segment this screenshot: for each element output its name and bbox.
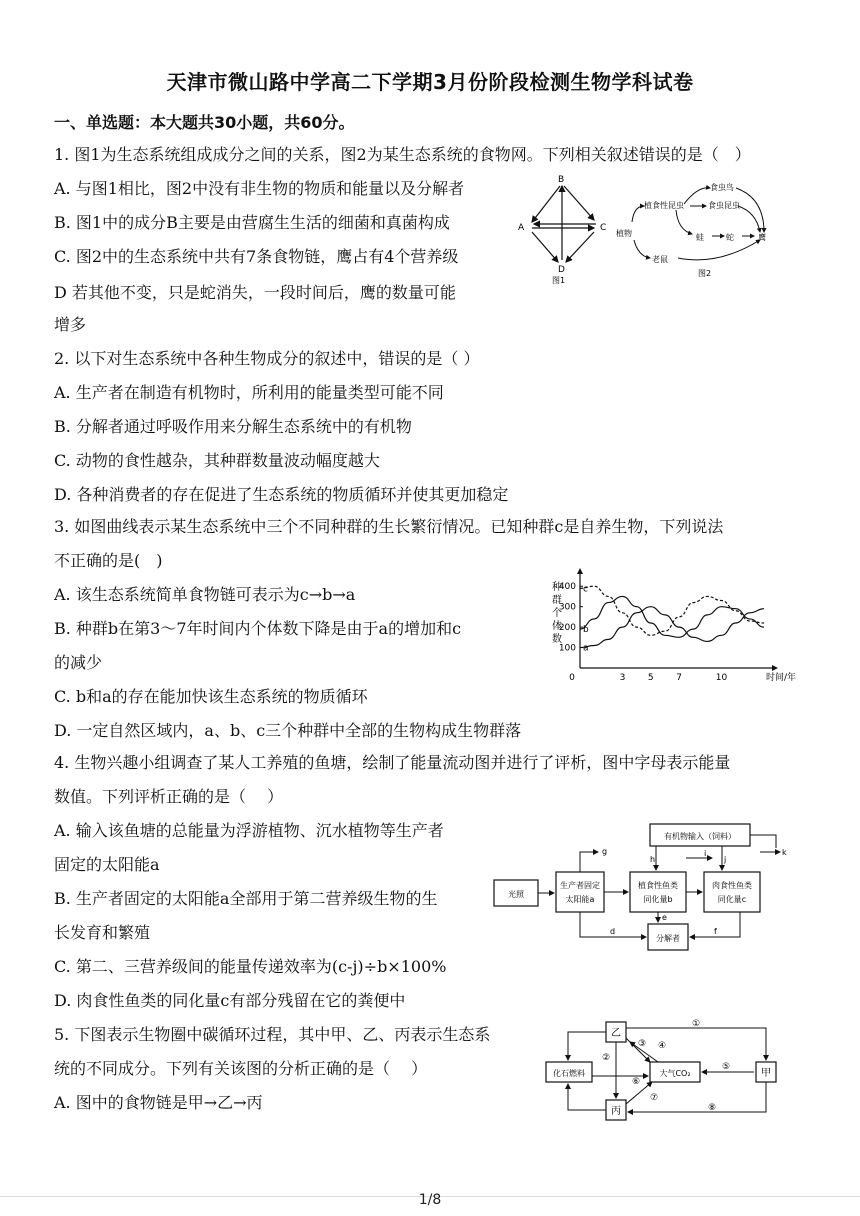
q3-option-a: A. 该生态系统简单食物链可表示为c→b→a [54,585,356,604]
y-tick-label: 300 [558,602,576,613]
series-line-c [580,586,764,635]
q3-option-b: B. 种群b在第3～7年时间内个体数下降是由于a的增加和c [54,619,462,638]
q5-num-4: ④ [658,1041,667,1051]
q4-stem: 4. 生物兴趣小组调查了某人工养殖的鱼塘，绘制了能量流动图并进行了评析，图中字母表示能量 [54,753,731,772]
q4-box-carnivore [704,872,760,912]
page-title: 天津市微山路中学高二下学期3月份阶段检测生物学科试卷 [166,70,694,94]
q5-label-fossil: 化石燃料 [553,1069,585,1078]
q4-label-input: 有机物输入（饲料） [664,832,736,841]
series-label-b: b [583,625,589,636]
section-heading: 一、单选题：本大题共30小题，共60分。 [54,113,355,132]
series-label-c: c [583,584,588,595]
x-tick-label: 5 [647,673,654,683]
q4-label-carn-2: 同化量c [717,895,747,904]
fig2-snake: 蛇 [726,233,734,242]
q4-letter-d: d [610,927,616,936]
q5-label-yi: 乙 [611,1028,621,1039]
y-axis-label-char: 数 [552,634,562,645]
y-axis-label-char: 群 [552,595,562,606]
y-tick-label: 200 [558,623,576,634]
q5-stem: 5. 下图表示生物圈中碳循环过程，其中甲、乙、丙表示生态系 [54,1025,491,1044]
q3-stem-cont: 不正确的是( ) [54,551,163,570]
q5-option-a: A. 图中的食物链是甲→乙→丙 [54,1093,263,1112]
x-axis-label: 时间/年 [766,673,797,683]
fig2-plant: 植物 [616,229,632,238]
fig2-carn-insect: 食虫昆虫 [708,201,740,210]
q1-option-c: C. 图2中的生态系统中共有7条食物链，鹰占有4个营养级 [54,247,459,266]
q4-box-producer [556,872,604,912]
q2-option-d: D. 各种消费者的存在促进了生态系统的物质循环并使其更加稳定 [54,485,509,504]
series-line-a [580,607,764,648]
q1-stem: 1. 图1为生态系统组成成分之间的关系，图2为某生态系统的食物网。下列相关叙述错误的是（ ） [54,145,751,164]
q2-option-c: C. 动物的食性越杂，其种群数量波动幅度越大 [54,451,380,470]
q5-num-1: ① [692,1019,701,1029]
q4-letter-e: e [662,913,667,922]
q1-option-b: B. 图1中的成分B主要是由营腐生生活的细菌和真菌构成 [54,213,450,232]
q3-option-d: D. 一定自然区域内，a、b、c三个种群中全部的生物构成生物群落 [54,721,522,740]
q4-label-decomposer: 分解者 [656,934,680,943]
fig2-mouse: 老鼠 [652,255,668,264]
x-axis-arrow [772,665,778,671]
q5-num-3: ③ [638,1039,647,1049]
q4-stem-cont: 数值。下列评析正确的是（ ） [54,787,284,806]
fig2-herb-insect: 植食性昆虫 [644,201,684,210]
fig1-label-b: B [558,175,565,185]
q5-num-7: ⑦ [650,1093,659,1103]
q1-figure-2 [614,178,784,278]
q1-option-d-cont: 增多 [54,315,87,334]
fig2-caption: 图2 [698,269,712,278]
q5-num-5: ⑤ [722,1062,731,1072]
y-tick-label: 400 [558,582,576,593]
q4-letter-f: f [714,927,717,936]
page-number: 1/8 [418,1192,442,1208]
q2-option-b: B. 分解者通过呼吸作用来分解生态系统中的有机物 [54,417,412,436]
q5-num-6: ⑥ [632,1077,641,1087]
q4-letter-j: j [724,855,727,864]
q3-population-chart [544,568,797,684]
q5-label-jia: 甲 [761,1068,771,1079]
q3-option-b-cont: 的减少 [54,653,103,672]
q4-letter-h: h [650,855,656,864]
q2-stem: 2. 以下对生态系统中各种生物成分的叙述中，错误的是（ ） [54,349,480,368]
y-axis-label-char: 个 [552,608,562,619]
q4-letter-k: k [782,848,787,857]
q5-label-co2: 大气CO₂ [659,1069,691,1078]
series-line-b [580,596,764,637]
fig1-caption: 图1 [552,276,566,285]
q4-label-herb-2: 同化量b [643,895,673,904]
q4-box-herbivore [630,872,686,912]
series-label-a: a [583,643,589,654]
q4-label-herb-1: 植食性鱼类 [638,881,678,890]
fig2-hawk: 鹰 [758,233,766,242]
q1-figure-1 [512,172,612,284]
q4-option-b-cont: 长发育和繁殖 [54,923,151,942]
fig1-label-d: D [558,265,565,275]
y-axis-label-char: 体 [552,621,562,632]
q3-option-c: C. b和a的存在能加快该生态系统的物质循环 [54,687,368,706]
q4-energy-flow-diagram [490,820,790,960]
q4-option-a-cont: 固定的太阳能a [54,855,160,874]
fig2-frog: 蛙 [696,233,704,242]
q4-option-a: A. 输入该鱼塘的总能量为浮游植物、沉水植物等生产者 [54,821,444,840]
fig2-insect-bird: 食虫鸟 [710,183,734,192]
q4-option-b: B. 生产者固定的太阳能a全部用于第二营养级生物的生 [54,889,438,908]
q4-label-light: 光照 [508,890,524,899]
x-tick-label: 7 [676,673,682,683]
q4-label-producer-2: 太阳能a [565,895,595,904]
fig1-label-a: A [518,223,525,233]
y-axis-arrow [577,568,583,574]
x-tick-label: 3 [619,673,626,683]
q5-carbon-cycle-diagram [540,1014,784,1124]
q5-label-bing: 丙 [611,1106,621,1117]
q4-option-d: D. 肉食性鱼类的同化量c有部分残留在它的粪便中 [54,991,406,1010]
q4-letter-g: g [602,847,608,856]
x-tick-label: 0 [569,673,575,683]
q5-stem-cont: 统的不同成分。下列有关该图的分析正确的是（ ） [54,1059,428,1078]
q4-label-producer-1: 生产者固定 [560,881,600,890]
q2-option-a: A. 生产者在制造有机物时，所利用的能量类型可能不同 [54,383,444,402]
q4-letter-i: i [704,849,707,858]
q5-num-2: ② [602,1053,611,1063]
x-tick-label: 10 [715,673,728,683]
y-axis-label-char: 种 [552,582,562,593]
q4-label-carn-1: 肉食性鱼类 [712,881,752,890]
q1-option-d: D 若其他不变，只是蛇消失，一段时间后，鹰的数量可能 [54,283,456,302]
fig1-label-c: C [600,223,607,233]
q1-option-a: A. 与图1相比，图2中没有非生物的物质和能量以及分解者 [54,179,465,198]
q5-num-8: ⑧ [708,1103,717,1113]
y-tick-label: 100 [558,643,576,654]
q3-stem: 3. 如图曲线表示某生态系统中三个不同种群的生长繁衍情况。已知种群c是自养生物，下列说法 [54,517,724,536]
q4-option-c: C. 第二、三营养级间的能量传递效率为(c-j)÷b×100% [54,957,447,976]
